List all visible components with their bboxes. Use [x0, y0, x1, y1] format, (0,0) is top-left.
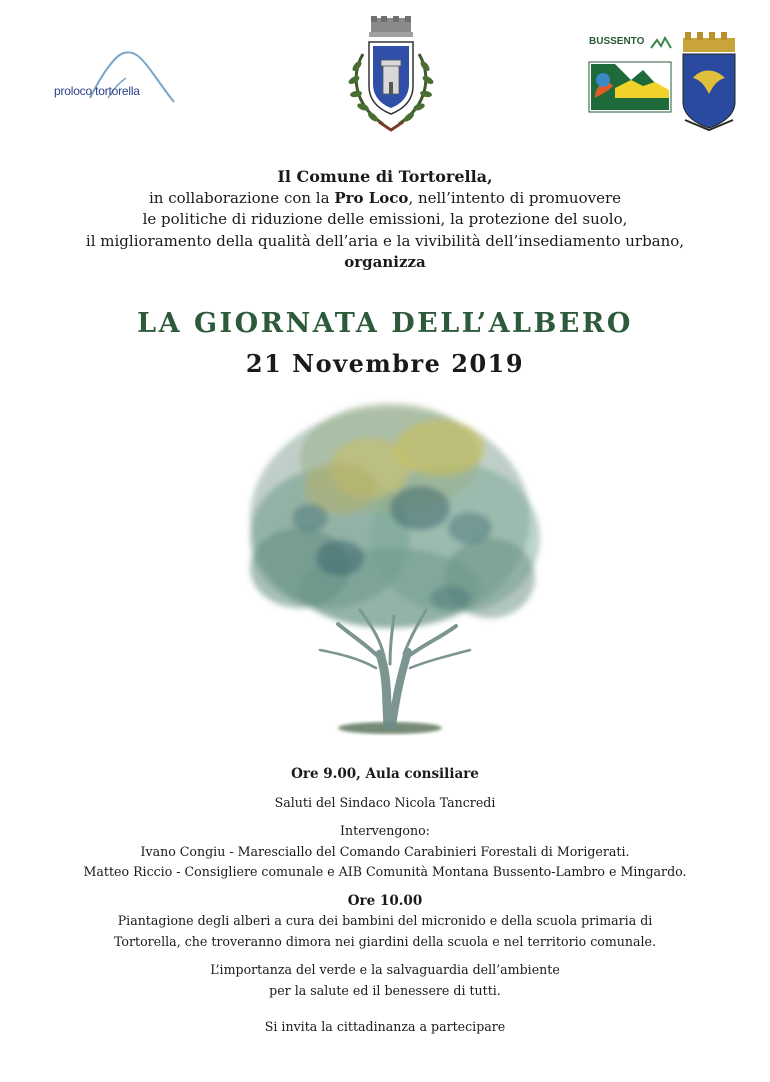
- intro-line-5: organizza: [344, 253, 426, 271]
- program-greeting: Saluti del Sindaco Nicola Tancredi: [274, 794, 496, 810]
- intro-line-4: il miglioramento della qualità dell’aria e la vivibilità dell’insediamento urbano,: [85, 231, 685, 250]
- tree-icon: [220, 388, 560, 748]
- program-speaker-1: Ivano Congiu - Maresciallo del Comando Carabinieri Forestali di Morigerati.: [140, 843, 630, 859]
- tortorella-coat-of-arms: [343, 14, 439, 138]
- tree-illustration: [220, 388, 560, 748]
- intro-line-3: le politiche di riduzione delle emissioni, la protezione del suolo,: [142, 210, 628, 228]
- partner-logos: [585, 28, 745, 132]
- program-invite: Si invita la cittadinanza a partecipare: [264, 1019, 506, 1034]
- proloco-logo: [50, 48, 190, 110]
- program-planting-2: Tortorella, che troveranno dimora nei giardini della scuola e nel territorio comunale.: [113, 933, 657, 949]
- coat-of-arms-icon: [343, 14, 439, 138]
- pro-loco-bold: Pro Loco: [334, 188, 409, 207]
- program-planting-1: Piantagione degli alberi a cura dei bambini del micronido e della scuola primaria di: [117, 913, 653, 928]
- program-speakers-heading: Intervengono:: [340, 823, 430, 838]
- bussento-label: BUSSENTO: [589, 36, 645, 47]
- program-message-1: L’importanza del verde e la salvaguardia dell’ambiente: [210, 962, 560, 977]
- mountain-outline-icon: [50, 48, 190, 110]
- event-program: [0, 764, 770, 1038]
- intro-text: [0, 166, 770, 274]
- event-title: LA GIORNATA DELL’ALBERO: [137, 308, 633, 339]
- proloco-logo-text: proloco tortorella: [54, 84, 140, 98]
- intro-line-2-post: , nell’intento di promuovere: [408, 188, 622, 207]
- program-message-2: per la salute ed il benessere di tutti.: [269, 982, 501, 998]
- intro-line-2-pre: in collaborazione con la: [148, 188, 335, 207]
- event-date: 21 Novembre 2019: [245, 349, 525, 378]
- program-time-1: Ore 9.00, Aula consiliare: [291, 766, 479, 782]
- program-speaker-2: Matteo Riccio - Consigliere comunale e AIB Comunità Montana Bussento-Lambro e Mingardo.: [83, 864, 687, 879]
- intro-line-2: [0, 188, 770, 210]
- intro-line-1: Il Comune di Tortorella,: [277, 167, 493, 186]
- program-time-2: Ore 10.00: [347, 892, 423, 909]
